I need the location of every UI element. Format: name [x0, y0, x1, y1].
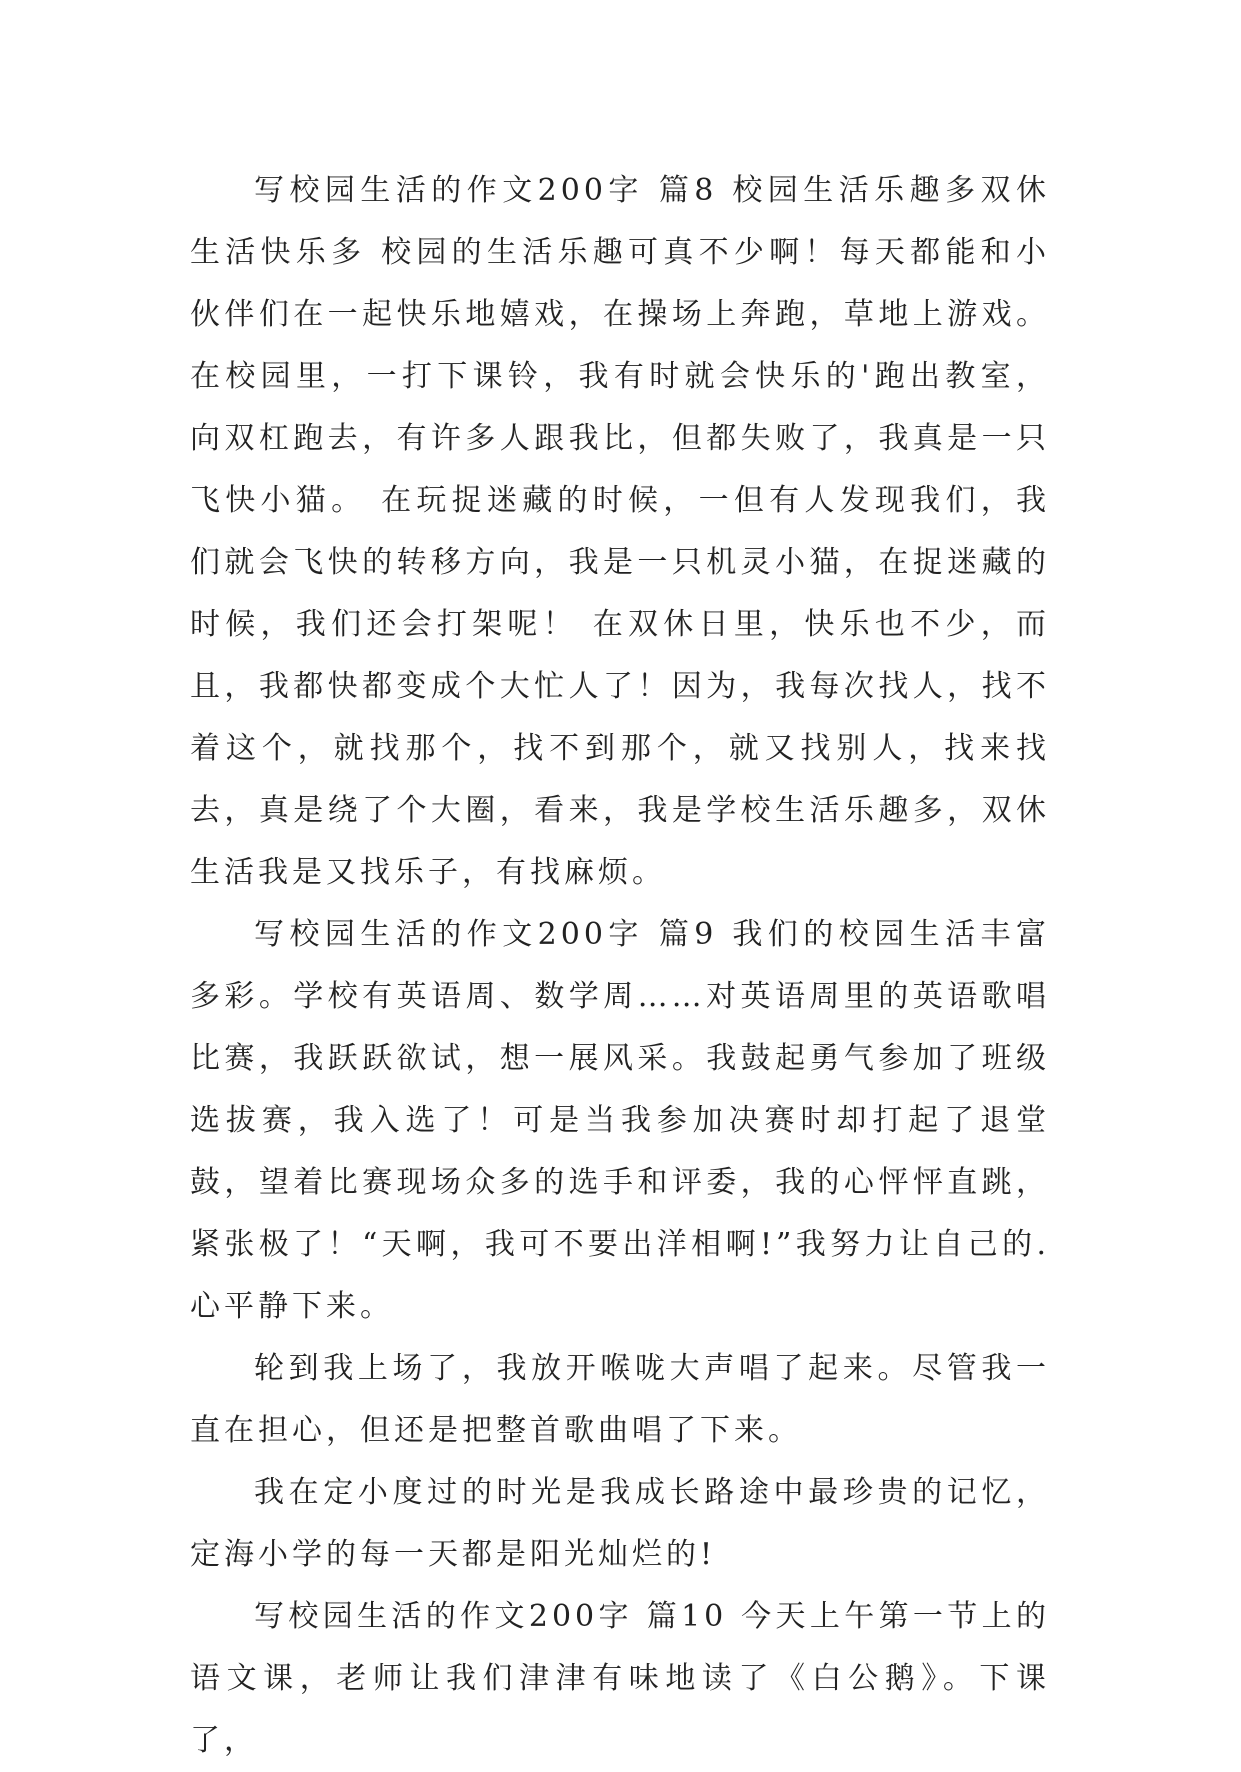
paragraph-essay-8: 写校园生活的作文200字 篇8 校园生活乐趣多双休生活快乐多 校园的生活乐趣可真不少啊！每天都能和小伙伴们在一起快乐地嬉戏，在操场上奔跑，草地上游戏。 在校园里，一打下课铃，我有时就会快乐的'跑出教室，向双杠跑去，有许多人跟我比，但都失败了，我真是一只飞快小猫。 在玩捉迷藏的时候，一但有人发现我们，我们就会飞快的转移方向，我是一只机灵小猫，在捉迷藏的时候，我们还会打架呢！ 在双休日里，快乐也不少，而且，我都快都变成个大忙人了！因为，我每次找人，找不着这个，就找那个，找不到那个，就又找别人，找来找去，真是绕了个大圈，看来，我是学校生活乐趣多，双休生活我是又找乐子，有找麻烦。 [190, 173, 1050, 890]
document-body [190, 160, 1050, 1772]
paragraph-essay-9: 写校园生活的作文200字 篇9 我们的校园生活丰富多彩。学校有英语周、数学周……对英语周里的英语歌唱比赛，我跃跃欲试，想一展风采。我鼓起勇气参加了班级选拔赛，我入选了！可是当我参加决赛时却打起了退堂鼓，望着比赛现场众多的选手和评委，我的心怦怦直跳，紧张极了！“天啊，我可不要出洋相啊!”我努力让自己的.心平静下来。 [190, 917, 1050, 1324]
paragraph-essay-9-continued: 轮到我上场了，我放开喉咙大声唱了起来。尽管我一直在担心，但还是把整首歌曲唱了下来。 [190, 1351, 1050, 1448]
paragraph-essay-10: 写校园生活的作文200字 篇10 今天上午第一节上的语文课，老师让我们津津有味地读了《白公鹅》。下课了， [190, 1599, 1050, 1758]
paragraph-essay-9-ending: 我在定小度过的时光是我成长路途中最珍贵的记忆，定海小学的每一天都是阳光灿烂的! [190, 1475, 1050, 1572]
